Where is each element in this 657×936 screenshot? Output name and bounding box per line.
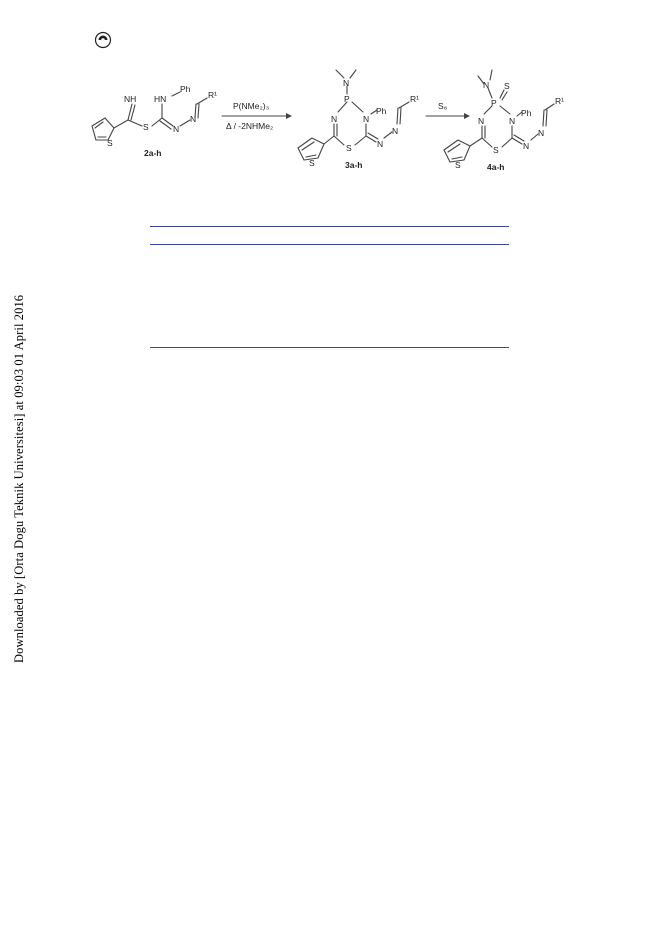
atom-r1: R¹ — [208, 90, 217, 100]
atom-n-dimethyl: N — [343, 78, 350, 88]
table-header-rule — [150, 244, 509, 245]
reaction-arrow-1 — [222, 101, 292, 131]
atom-r1: R¹ — [555, 96, 564, 106]
atom-s-ring: S — [493, 145, 499, 155]
compound-3-label: 3a-h — [345, 160, 363, 170]
atom-s-thiophene: S — [309, 158, 315, 168]
arrow-1-condition: Δ / -2NHMe₂ — [226, 121, 274, 131]
arrow-2-reagent: S₈ — [438, 101, 448, 111]
publisher-logo-icon — [94, 31, 112, 49]
atom-s-double: S — [504, 81, 510, 91]
atom-s-thioester: S — [143, 122, 149, 132]
compound-3-structure — [298, 70, 419, 170]
atom-n-azine-1: N — [523, 141, 530, 151]
download-watermark: Downloaded by [Orta Dogu Teknik Universitesi] at 09:03 01 April 2016 — [12, 294, 26, 663]
atom-s-thiophene: S — [107, 138, 113, 148]
atom-nh-imine: NH — [124, 94, 137, 104]
table-top-rule — [150, 226, 509, 227]
atom-ph: Ph — [376, 106, 387, 116]
atom-n-ring-left: N — [331, 114, 338, 124]
atom-n-azine-2: N — [538, 128, 545, 138]
atom-n-ring-left: N — [478, 116, 485, 126]
atom-ph: Ph — [521, 108, 532, 118]
arrow-1-reagent: P(NMe₂)₃ — [233, 101, 270, 111]
atom-r1: R¹ — [410, 94, 419, 104]
reaction-scheme — [80, 60, 580, 180]
atom-n-1: N — [173, 124, 180, 134]
compound-4-label: 4a-h — [487, 162, 505, 172]
atom-p: P — [491, 98, 497, 108]
atom-n-ring-right: N — [363, 114, 370, 124]
compound-2-label: 2a-h — [144, 148, 162, 158]
atom-ph: Ph — [180, 84, 191, 94]
atom-n-dimethyl: N — [483, 80, 490, 90]
compound-2-structure — [92, 84, 217, 158]
atom-s-thiophene: S — [455, 160, 461, 170]
compound-4-structure — [444, 70, 564, 172]
atom-n-2: N — [190, 114, 197, 124]
atom-n-azine-2: N — [392, 126, 399, 136]
atom-n-azine-1: N — [377, 139, 384, 149]
atom-p: P — [344, 94, 350, 104]
table-bottom-rule — [150, 347, 509, 348]
atom-s-ring: S — [346, 143, 352, 153]
reaction-arrow-2 — [426, 101, 470, 119]
atom-hn-amine: HN — [154, 94, 167, 104]
atom-n-ring-right: N — [509, 116, 516, 126]
